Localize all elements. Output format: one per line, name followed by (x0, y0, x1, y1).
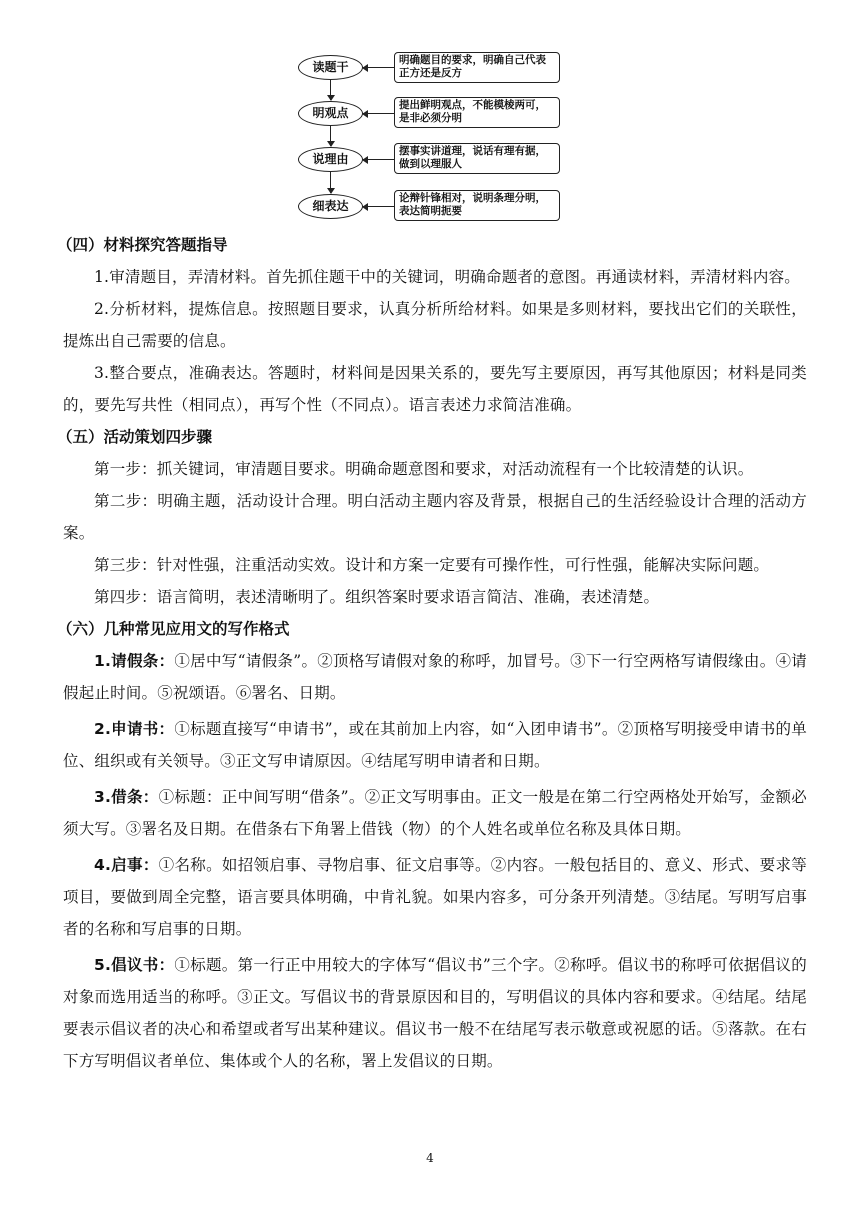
section-heading-4: （四）材料探究答题指导 (57, 236, 228, 254)
flow-node-3: 说理由 (298, 147, 363, 172)
flow-diagram (298, 49, 568, 224)
section-heading-6: （六）几种常见应用文的写作格式 (57, 620, 290, 638)
format-item-label: 4.启事： (94, 856, 159, 874)
paragraph: 3.整合要点，准确表达。答题时，材料间是因果关系的，要先写主要原因，再写其他原因；材料是同类的，要先写共性（相同点），再写个性（不同点）。语言表述力求简洁准确。 (63, 364, 807, 414)
format-item-label: 5.倡议书： (94, 956, 175, 974)
format-item-label: 3.借条： (94, 788, 159, 806)
format-item-text: ①居中写“请假条”。②顶格写请假对象的称呼，加冒号。③下一行空两格写请假缘由。④请假起止时间。⑤祝颂语。⑥署名、日期。 (63, 652, 807, 702)
flow-note-4: 论辩针锋相对，说明条理分明，表达简明扼要 (394, 190, 560, 221)
flow-note-3: 摆事实讲道理，说话有理有据，做到以理服人 (394, 143, 560, 174)
format-item (63, 781, 807, 845)
format-item-text: ①名称。如招领启事、寻物启事、征文启事等。②内容。一般包括目的、意义、形式、要求等项目，要做到周全完整，语言要具体明确，中肯礼貌。如果内容多，可分条开列清楚。③结尾。写明写启事者的名称和写启事的日期。 (63, 856, 807, 938)
format-item-text: ①标题。第一行正中用较大的字体写“倡议书”三个字。②称呼。倡议书的称呼可依据倡议的对象而选用适当的称呼。③正文。写倡议书的背景原因和目的，写明倡议的具体内容和要求。④结尾。结尾要表示倡议者的决心和希望或者写出某种建议。倡议书一般不在结尾写表示敬意或祝愿的话。⑤落款。在右下方写明倡议者单位、集体或个人的名称，署上发倡议的日期。 (63, 956, 807, 1070)
format-item (63, 713, 807, 777)
flow-note-1: 明确题目的要求，明确自己代表正方还是反方 (394, 52, 560, 83)
flow-arrow-down-2 (330, 126, 331, 146)
document-body (57, 229, 807, 1077)
flow-node-1: 读题干 (298, 55, 363, 80)
paragraph: 第二步：明确主题，活动设计合理。明白活动主题内容及背景，根据自己的生活经验设计合理的活动方案。 (63, 492, 807, 542)
format-item (63, 645, 807, 709)
flow-node-2: 明观点 (298, 101, 363, 126)
flow-arrow-down-1 (330, 80, 331, 100)
flow-node-4: 细表达 (298, 194, 363, 219)
format-item-label: 1.请假条： (94, 652, 175, 670)
flow-arrow-left-1 (363, 67, 394, 68)
section-heading-5: （五）活动策划四步骤 (57, 428, 213, 446)
paragraph: 2.分析材料，提炼信息。按照题目要求，认真分析所给材料。如果是多则材料，要找出它们的关联性，提炼出自己需要的信息。 (63, 300, 807, 350)
format-item (63, 849, 807, 945)
flow-arrow-left-2 (363, 113, 394, 114)
paragraph: 1.审清题目，弄清材料。首先抓住题干中的关键词，明确命题者的意图。再通读材料，弄清材料内容。 (94, 268, 800, 286)
flow-arrow-left-3 (363, 159, 394, 160)
format-item-text: ①标题：正中间写明“借条”。②正文写明事由。正文一般是在第二行空两格处开始写，金额必须大写。③署名及日期。在借条右下角署上借钱（物）的个人姓名或单位名称及具体日期。 (63, 788, 807, 838)
format-item-text: ①标题直接写“申请书”，或在其前加上内容，如“入团申请书”。②顶格写明接受申请书的单位、组织或有关领导。③正文写申请原因。④结尾写明申请者和日期。 (63, 720, 807, 770)
format-item-label: 2.申请书： (94, 720, 175, 738)
format-item (63, 949, 807, 1077)
paragraph: 第一步：抓关键词，审清题目要求。明确命题意图和要求，对活动流程有一个比较清楚的认识。 (94, 460, 754, 478)
flow-arrow-left-4 (363, 206, 394, 207)
page-number: 4 (426, 1151, 434, 1165)
flow-note-2: 提出鲜明观点，不能模棱两可，是非必须分明 (394, 97, 560, 128)
paragraph: 第四步：语言简明，表述清晰明了。组织答案时要求语言简洁、准确，表述清楚。 (94, 588, 660, 606)
paragraph: 第三步：针对性强，注重活动实效。设计和方案一定要有可操作性，可行性强，能解决实际问题。 (94, 556, 770, 574)
flow-arrow-down-3 (330, 172, 331, 193)
